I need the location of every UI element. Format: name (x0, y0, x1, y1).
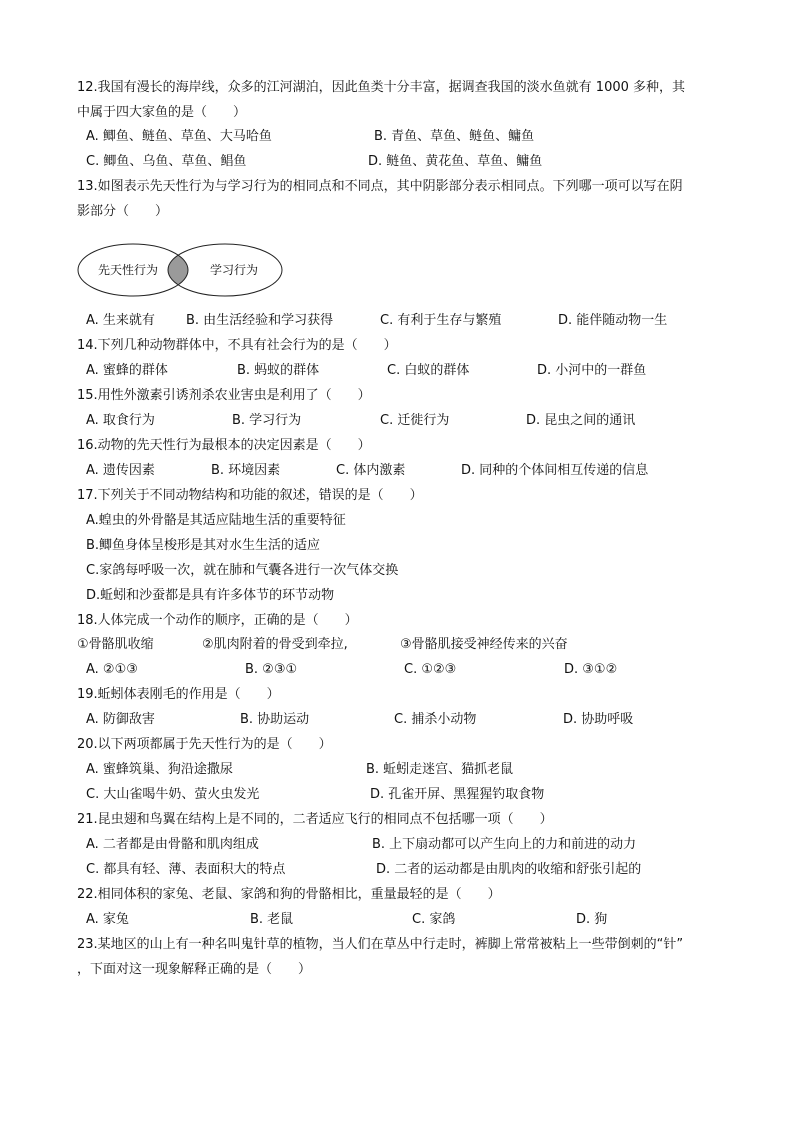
venn-diagram (76, 240, 288, 300)
q16-option-b: B. 环境因素 (211, 463, 281, 478)
q21-option-d: D. 二者的运动都是由肌肉的收缩和舒张引起的 (376, 862, 642, 877)
q18-step-2: ②肌肉附着的骨受到牵拉, (202, 637, 348, 652)
q13-option-d: D. 能伴随动物一生 (558, 313, 668, 328)
q15-option-d: D. 昆虫之间的通讯 (526, 413, 636, 428)
q15-option-c: C. 迁徙行为 (380, 413, 450, 428)
q14-option-c: C. 白蚁的群体 (387, 363, 470, 378)
q18-stem: 18.人体完成一个动作的顺序，正确的是（ ） (77, 613, 358, 628)
q21-option-c: C. 都具有轻、薄、表面积大的特点 (86, 862, 286, 877)
q19-option-d: D. 协助呼吸 (563, 712, 634, 727)
q16-stem: 16.动物的先天性行为最根本的决定因素是（ ） (77, 438, 371, 453)
q16-option-c: C. 体内激素 (336, 463, 406, 478)
q17-option-b: B.鲫鱼身体呈梭形是其对水生生活的适应 (86, 538, 321, 553)
q19-option-c: C. 捕杀小动物 (394, 712, 477, 727)
q17-option-c: C.家鸽每呼吸一次，就在肺和气囊各进行一次气体交换 (86, 563, 399, 578)
q15-stem: 15.用性外激素引诱剂杀农业害虫是利用了（ ） (77, 388, 371, 403)
q18-option-a: A. ②①③ (86, 662, 138, 677)
q14-stem: 14.下列几种动物群体中，不具有社会行为的是（ ） (77, 338, 397, 353)
q22-option-a: A. 家兔 (86, 912, 129, 927)
q20-option-b: B. 蚯蚓走迷宫、猫抓老鼠 (366, 762, 514, 777)
q15-option-a: A. 取食行为 (86, 413, 155, 428)
q14-option-d: D. 小河中的一群鱼 (537, 363, 647, 378)
q17-option-d: D.蚯蚓和沙蚕都是具有许多体节的环节动物 (86, 588, 335, 603)
q20-option-a: A. 蜜蜂筑巢、狗沿途撒尿 (86, 762, 233, 777)
q12-option-d: D. 鲢鱼、黄花鱼、草鱼、鳙鱼 (368, 154, 543, 169)
q15-option-b: B. 学习行为 (232, 413, 302, 428)
q20-stem: 20.以下两项都属于先天性行为的是（ ） (77, 737, 332, 752)
q23-stem-line2: ，下面对这一现象解释正确的是（ ） (77, 962, 312, 977)
q21-option-b: B. 上下扇动都可以产生向上的力和前进的动力 (372, 837, 637, 852)
q18-option-d: D. ③①② (564, 662, 618, 677)
q18-step-1: ①骨骼肌收缩 (77, 637, 154, 652)
q13-option-a: A. 生来就有 (86, 313, 155, 328)
q18-step-3: ③骨骼肌接受神经传来的兴奋 (400, 637, 568, 652)
q13-option-c: C. 有利于生存与繁殖 (380, 313, 502, 328)
q19-option-a: A. 防御敌害 (86, 712, 155, 727)
q12-option-c: C. 鲫鱼、乌鱼、草鱼、鲳鱼 (86, 154, 247, 169)
q13-stem-line2: 影部分（ ） (77, 204, 169, 219)
q12-option-b: B. 青鱼、草鱼、鲢鱼、鳙鱼 (374, 129, 535, 144)
q16-option-a: A. 遗传因素 (86, 463, 155, 478)
q17-stem: 17.下列关于不同动物结构和功能的叙述，错误的是（ ） (77, 488, 423, 503)
q13-option-b: B. 由生活经验和学习获得 (186, 313, 334, 328)
q22-stem: 22.相同体积的家兔、老鼠、家鸽和狗的骨骼相比，重量最轻的是（ ） (77, 887, 501, 902)
q20-option-d: D. 孔雀开屏、黑猩猩钓取食物 (370, 787, 545, 802)
q19-stem: 19.蚯蚓体表刚毛的作用是（ ） (77, 687, 280, 702)
q22-option-b: B. 老鼠 (250, 912, 294, 927)
q13-stem-line1: 13.如图表示先天性行为与学习行为的相同点和不同点，其中阴影部分表示相同点。下列哪一项可以写在阴 (77, 179, 683, 194)
q22-option-c: C. 家鸽 (412, 912, 456, 927)
q20-option-c: C. 大山雀喝牛奶、萤火虫发光 (86, 787, 260, 802)
q14-option-a: A. 蜜蜂的群体 (86, 363, 168, 378)
q21-stem: 21.昆虫翅和鸟翼在结构上是不同的，二者适应飞行的相同点不包括哪一项（ ） (77, 812, 553, 827)
q23-stem-line1: 23.某地区的山上有一种名叫鬼针草的植物，当人们在草丛中行走时，裤脚上常常被粘上一些带倒刺的“针” (77, 937, 684, 952)
venn-right-label: 学习行为 (209, 263, 259, 277)
q18-option-b: B. ②③① (245, 662, 298, 677)
q19-option-b: B. 协助运动 (240, 712, 310, 727)
q22-option-d: D. 狗 (576, 912, 608, 927)
q16-option-d: D. 同种的个体间相互传递的信息 (461, 463, 649, 478)
q12-option-a: A. 鲫鱼、鲢鱼、草鱼、大马哈鱼 (86, 129, 272, 144)
q14-option-b: B. 蚂蚁的群体 (237, 363, 320, 378)
venn-left-label: 先天性行为 (97, 263, 159, 277)
q18-option-c: C. ①②③ (404, 662, 457, 677)
q12-stem-line1: 12.我国有漫长的海岸线，众多的江河湖泊，因此鱼类十分丰富，据调查我国的淡水鱼就有 1000 多种，其 (77, 80, 686, 95)
q17-option-a: A.蝗虫的外骨骼是其适应陆地生活的重要特征 (86, 513, 346, 528)
q12-stem-line2: 中属于四大家鱼的是（ ） (77, 105, 247, 120)
q21-option-a: A. 二者都是由骨骼和肌肉组成 (86, 837, 259, 852)
